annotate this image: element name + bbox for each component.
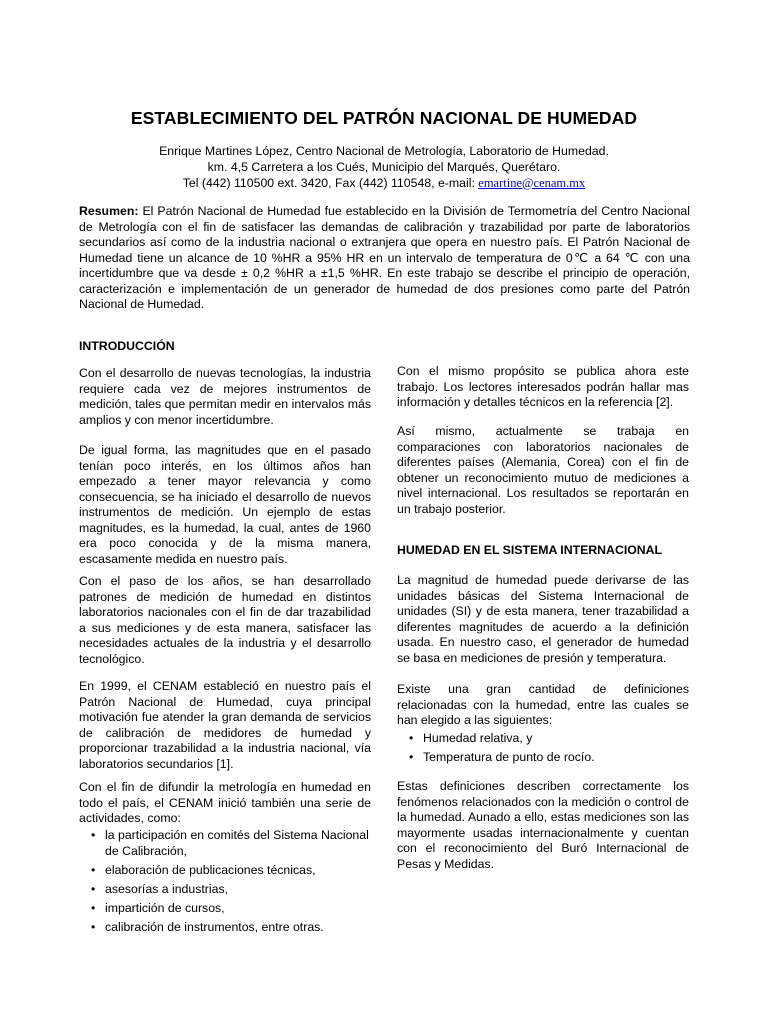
section-heading-humedad-si: HUMEDAD EN EL SISTEMA INTERNACIONAL <box>397 543 663 557</box>
list-item: • impartición de cursos, <box>79 901 371 917</box>
paragraph: En 1999, el CENAM estableció en nuestro país el Patrón Nacional de Humedad, cuya principal motivación fue atender la gran demanda de servicios de calibración de medidores de humedad y proporcionar trazabilidad a la industria nacional, vía laboratorios secundarios [1]. <box>79 679 371 771</box>
paragraph: Con el desarrollo de nuevas tecnologías, la industria requiere cada vez de mejores instrumentos de medición, tales que permitan medir en intervalos más amplios y con menor incertidumbre. <box>79 366 371 427</box>
paragraph: Con el mismo propósito se publica ahora este trabajo. Los lectores interesados podrán hallar mas información y detalles técnicos en la referencia [2]. <box>397 364 689 409</box>
paragraph: Estas definiciones describen correctamente los fenómenos relacionados con la medición o control de la humedad. Aunado a ello, estas mediciones son las mayormente usadas internacionalmente y cuentan con el reconocimiento del Buró Internacional de Pesas y Medidas. <box>397 779 689 871</box>
abstract-label: Resumen: <box>79 204 139 218</box>
list-item: • asesorías a industrias, <box>79 882 371 898</box>
abstract <box>79 204 690 313</box>
activities-list <box>79 828 371 939</box>
list-item: • Temperatura de punto de rocío. <box>397 750 689 766</box>
list-item: • calibración de instrumentos, entre otras. <box>79 920 371 936</box>
list-item: • la participación en comités del Sistema Nacional de Calibración, <box>79 828 371 859</box>
paragraph: Con el paso de los años, se han desarrollado patrones de medición de humedad en distintos laboratorios nacionales con el fin de dar trazabilidad a sus mediciones y de esta manera, satisfacer las necesidades actuales de la industria y el desarrollo tecnológico. <box>79 574 371 666</box>
list-item: • Humedad relativa, y <box>397 731 689 747</box>
paragraph: Existe una gran cantidad de definiciones relacionadas con la humedad, entre las cuales se han elegido a las siguientes: <box>397 682 689 727</box>
author-contact <box>0 176 768 192</box>
contact-text: Tel (442) 110500 ext. 3420, Fax (442) 110548, e-mail: <box>182 175 479 190</box>
paragraph: De igual forma, las magnitudes que en el pasado tenían poco interés, en los últimos años han empezado a tener mayor relevancia y como consecuencia, se ha iniciado el desarrollo de nuevos instrumentos de medición. Un ejemplo de estas magnitudes, es la humedad, la cual, antes de 1960 era poco conocida y de la misma manera, escasamente medida en nuestro país. <box>79 443 371 566</box>
section-heading-introduccion: INTRODUCCIÓN <box>79 339 175 353</box>
paragraph: Con el fin de difundir la metrología en humedad en todo el país, el CENAM inició también una serie de actividades, como: <box>79 780 371 825</box>
author-block <box>0 144 768 191</box>
paper-title: ESTABLECIMIENTO DEL PATRÓN NACIONAL DE HUMEDAD <box>130 108 638 128</box>
definitions-list <box>397 731 689 769</box>
email-link[interactable]: emartine@cenam.mx <box>478 175 586 190</box>
paragraph: Así mismo, actualmente se trabaja en comparaciones con laboratorios nacionales de diferentes países (Alemania, Corea) con el fin de obtener un reconocimiento mutuo de mediciones a nivel internacional. Los resultados se reportarán en un trabajo posterior. <box>397 424 689 516</box>
abstract-text: El Patrón Nacional de Humedad fue establecido en la División de Termometría del Centro Nacional de Metrología con el fin de satisfacer las demandas de calibración y trazabilidad por parte de laboratorios secundarios así como de la industria nacional o extranjera que opera en nuestro país. El Patrón Nacional de Humedad tiene un alcance de 10 %HR a 95% HR en un intervalo de temperatura de 0℃ a 64 ℃ con una incertidumbre que va desde ± 0,2 %HR a ±1,5 %HR. En este trabajo se describe el principio de operación, caracterización e implementación de un generador de humedad de dos presiones como parte del Patrón Nacional de Humedad. <box>79 204 690 311</box>
paragraph: La magnitud de humedad puede derivarse de las unidades básicas del Sistema Internacional de unidades (SI) y de esta manera, tener trazabilidad a diferentes magnitudes de acuerdo a la definición usada. En nuestro caso, el generador de humedad se basa en mediciones de presión y temperatura. <box>397 573 689 665</box>
list-item: • elaboración de publicaciones técnicas, <box>79 863 371 879</box>
author-affiliation: Enrique Martines López, Centro Nacional de Metrología, Laboratorio de Humedad. <box>159 144 609 158</box>
author-address: km. 4,5 Carretera a los Cués, Municipio del Marqués, Querétaro. <box>207 159 561 174</box>
